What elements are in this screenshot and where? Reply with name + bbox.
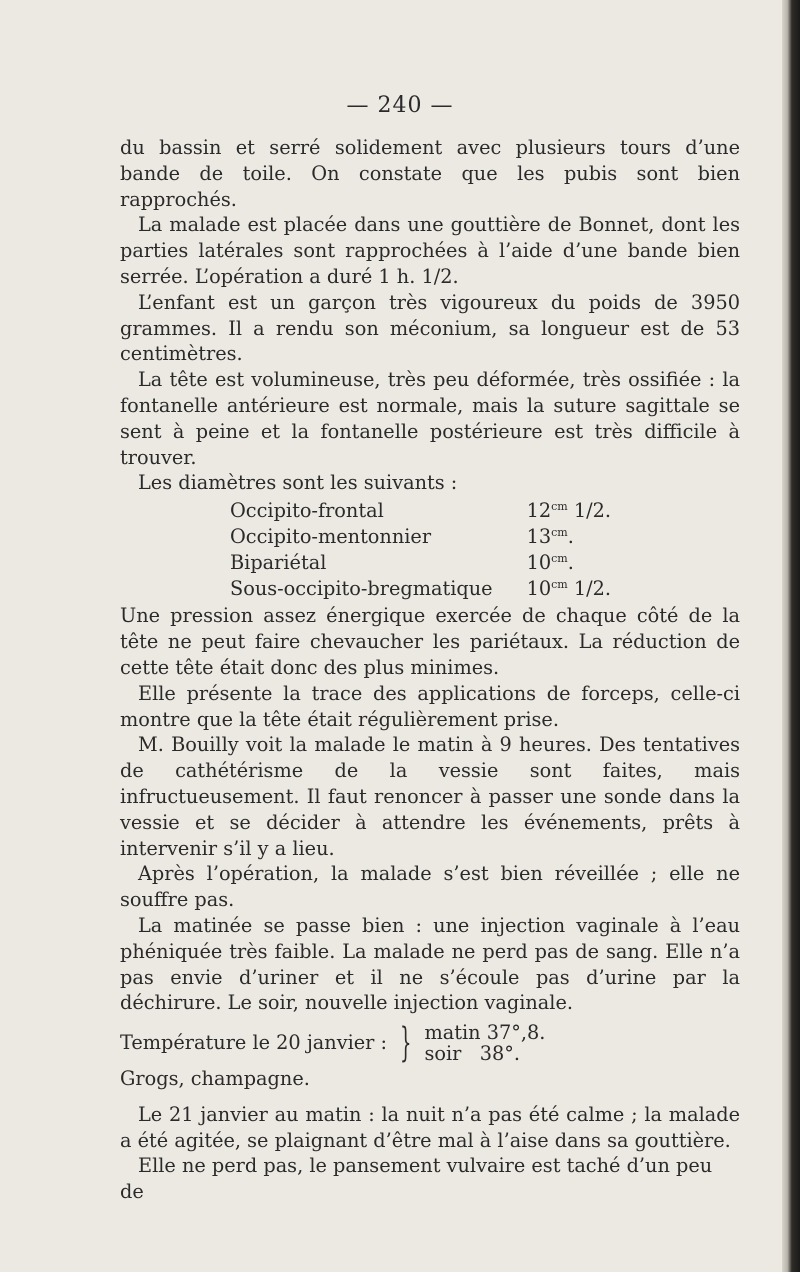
temperature-values [424, 1022, 545, 1064]
diameters-table [230, 498, 611, 601]
paragraph: La tête est volumineuse, très peu déformée, très ossifiée : la fontanelle antérieure est normale, mais la suture sagittale se sent à peine et la fontanelle postérieure est très difficile à trouver. [120, 368, 740, 469]
paragraph: M. Bouilly voit la malade le matin à 9 heures. Des tentatives de cathétérisme de la vessie sont faites, mais infructueusement. Il faut renoncer à passer une sonde dans la vessie et se décider à attendre les événements, prêts à intervenir s’il y a lieu. [120, 733, 740, 860]
temperature-entry [120, 1020, 740, 1067]
temperature-morning: matin 37°,8. [424, 1021, 546, 1045]
page-body [120, 135, 740, 1205]
diameter-value: $10^{cm}$. [526, 550, 574, 574]
diameter-name: Occipito-frontal [230, 499, 384, 523]
diameter-row [230, 524, 611, 550]
paragraph: Elle présente la trace des applications de forceps, celle-ci montre que la tête était régulièrement prise. [120, 681, 740, 731]
grogs-line: Grogs, champagne. [120, 1067, 310, 1091]
paragraph: du bassin et serré solidement avec plusieurs tours d’une bande de toile. On constate que les pubis sont bien rapprochés. [120, 136, 740, 211]
paragraph: Après l’opération, la malade s’est bien réveillée ; elle ne souffre pas. [120, 862, 740, 912]
paragraph: La matinée se passe bien : une injection vaginale à l’eau phéniquée très faible. La malade ne perd pas de sang. Elle n’a pas envie d’uriner et il ne s’écoule pas d’urine par la déchirure. Le soir, nouvelle injection vaginale. [120, 913, 740, 1015]
diameter-row [230, 550, 611, 576]
paragraph: Le 21 janvier au matin : la nuit n’a pas été calme ; la malade a été agitée, se plaignant d’être mal à l’aise dans sa gouttière. [120, 1102, 740, 1152]
diameter-name: Bipariétal [230, 550, 327, 574]
diameter-row [230, 576, 611, 602]
temperature-label: Température le 20 janvier : [120, 1031, 388, 1055]
diameter-value: $10^{cm}$ 1/2. [526, 576, 612, 600]
diameter-name: Sous-occipito-bregmatique [230, 576, 493, 600]
diameter-name: Occipito-mentonnier [230, 524, 432, 548]
paragraph: L’enfant est un garçon très vigoureux du poids de 3950 grammes. Il a rendu son méconium, sa longueur est de 53 centimètres. [120, 290, 740, 366]
temperature-evening: soir 38°. [424, 1042, 521, 1066]
paragraph: Une pression assez énergique exercée de chaque côté de la tête ne peut faire chevaucher les pariétaux. La réduction de cette tête était donc des plus minimes. [120, 604, 740, 679]
paragraph: La malade est placée dans une gouttière de Bonnet, dont les parties latérales sont rapprochées à l’aide d’une bande bien serrée. L’opération a duré 1 h. 1/2. [120, 213, 740, 288]
page-binding-edge [782, 0, 800, 1272]
brace-glyph: } [400, 1020, 412, 1067]
diameter-row [230, 498, 611, 524]
page-number: — 240 — [346, 93, 454, 118]
diameter-value: $13^{cm}$. [526, 524, 574, 548]
diameter-value: $12^{cm}$ 1/2. [526, 499, 612, 523]
paragraph: Les diamètres sont les suivants : [138, 471, 458, 495]
paragraph: Elle ne perd pas, le pansement vulvaire est taché d’un peu de [120, 1154, 713, 1204]
